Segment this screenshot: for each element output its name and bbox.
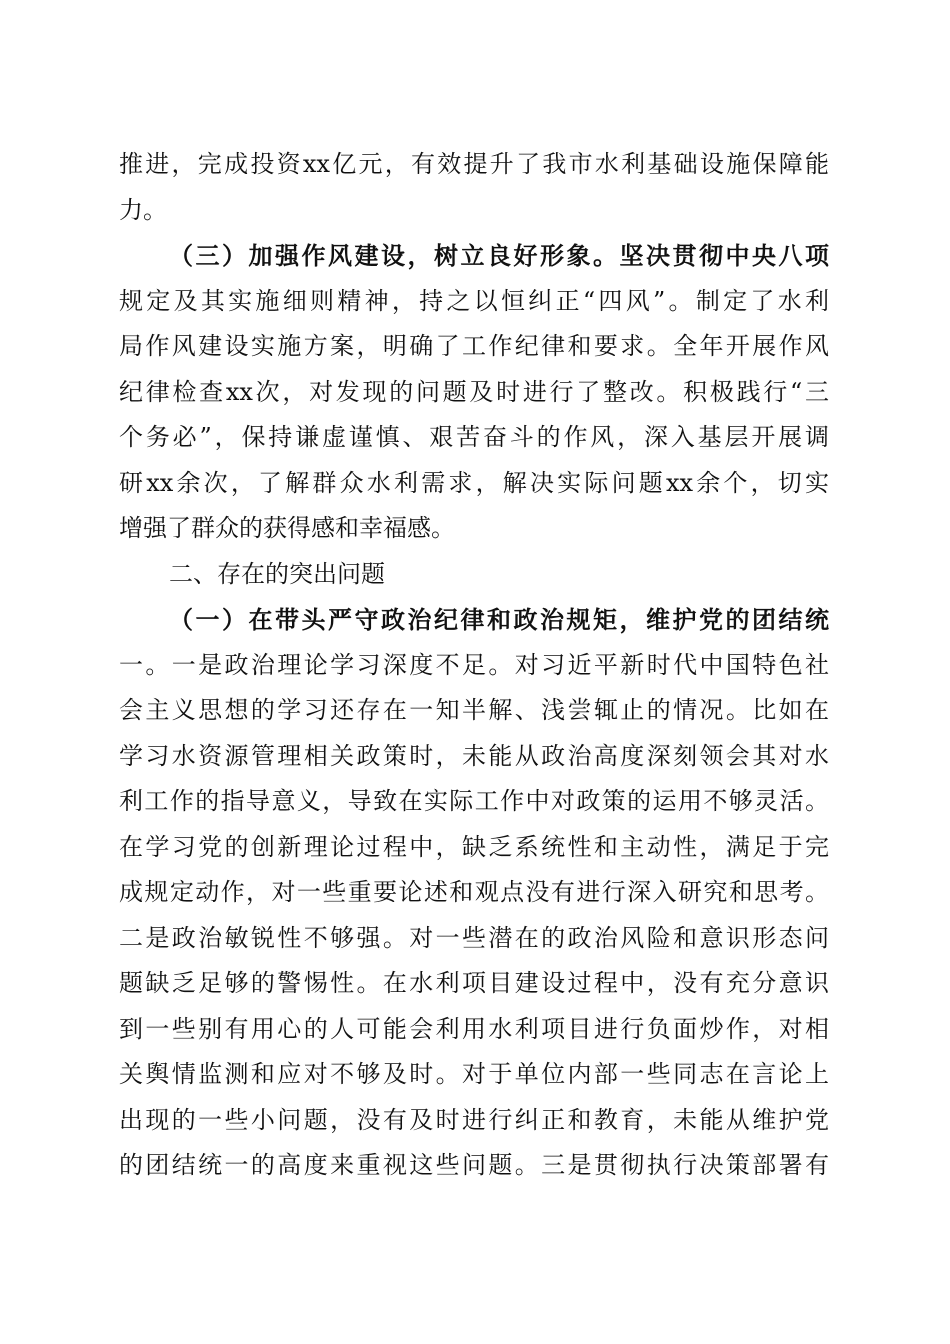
text-line-11: （一）在带头严守政治纪律和政治规矩，维护党的团结统: [169, 605, 829, 634]
text-line-19: 题缺乏足够的警惕性。在水利项目建设过程中，没有充分意识: [119, 969, 829, 997]
text-line-6: 纪律检查xx次，对发现的问题及时进行了整改。积极践行“三: [119, 377, 829, 406]
text-line-3: （三）加强作风建设，树立良好形象。坚决贯彻中央八项: [169, 241, 829, 270]
text-line-22: 出现的一些小问题，没有及时进行纠正和教育，未能从维护党: [119, 1105, 829, 1134]
text-line-17: 成规定动作，对一些重要论述和观点没有进行深入研究和思考。: [119, 878, 829, 906]
text-line-23: 的团结统一的高度来重视这些问题。三是贯彻执行决策部署有: [119, 1151, 829, 1179]
text-line-14: 学习水资源管理相关政策时，未能从政治高度深刻领会其对水: [119, 741, 829, 770]
document-body: [119, 142, 829, 1189]
text-line-9: 增强了群众的获得感和幸福感。: [119, 514, 455, 542]
section-heading: 二、存在的突出问题: [169, 559, 385, 588]
text-line-7: 个务必”，保持谦虚谨慎、艰苦奋斗的作风，深入基层开展调: [119, 423, 829, 451]
text-line-8: 研xx余次，了解群众水利需求，解决实际问题xx余个，切实: [119, 468, 829, 497]
text-line-1: 推进，完成投资xx亿元，有效提升了我市水利基础设施保障能: [119, 150, 829, 178]
text-line-12: 一。一是政治理论学习深度不足。对习近平新时代中国特色社: [119, 650, 829, 679]
text-line-13: 会主义思想的学习还存在一知半解、浅尝辄止的情况。比如在: [119, 696, 829, 724]
text-line-4: 规定及其实施细则精神，持之以恒纠正“四风”。制定了水利: [119, 286, 829, 315]
text-line-18: 二是政治敏锐性不够强。对一些潜在的政治风险和意识形态问: [119, 923, 829, 952]
text-line-15: 利工作的指导意义，导致在实际工作中对政策的运用不够灵活。: [119, 787, 829, 815]
text-line-5: 局作风建设实施方案，明确了工作纪律和要求。全年开展作风: [119, 332, 829, 360]
text-line-16: 在学习党的创新理论过程中，缺乏系统性和主动性，满足于完: [119, 832, 829, 861]
text-line-2: 力。: [119, 195, 167, 224]
text-line-20: 到一些别有用心的人可能会利用水利项目进行负面炒作，对相: [119, 1014, 829, 1043]
text-line-21: 关舆情监测和应对不够及时。对于单位内部一些同志在言论上: [119, 1060, 829, 1088]
